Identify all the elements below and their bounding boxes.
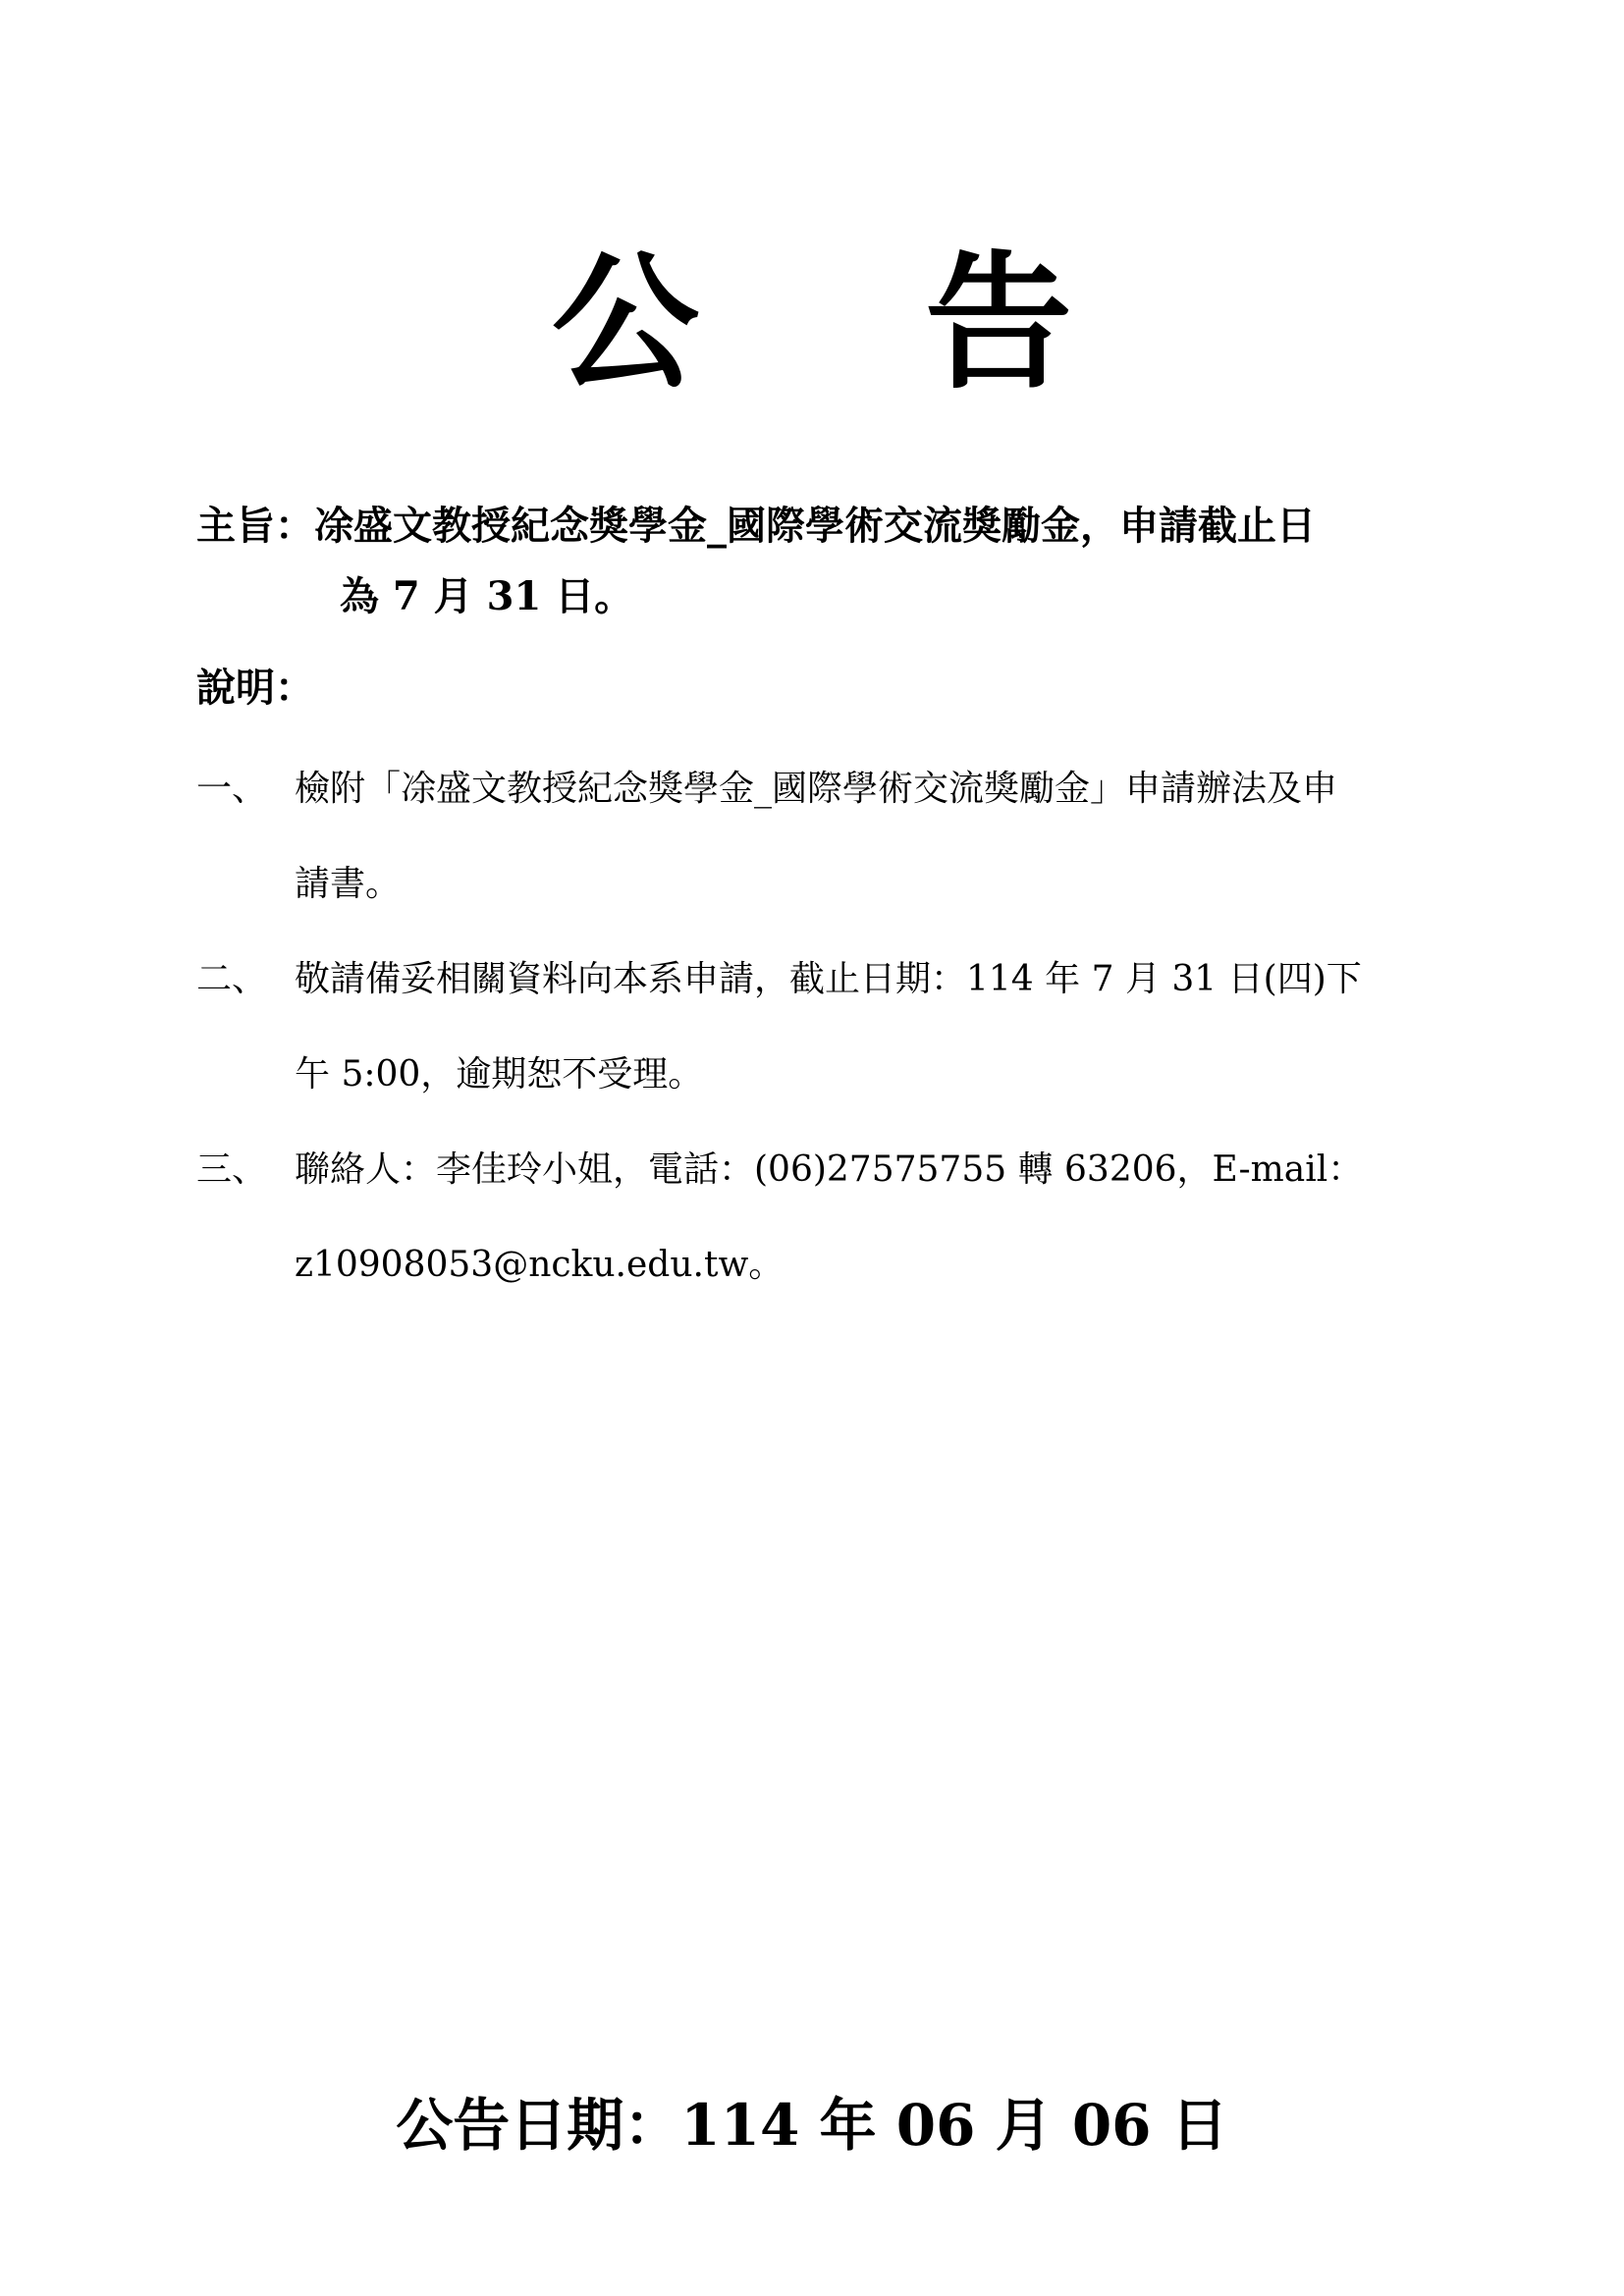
- item-line-1: 敬請備妥相關資料向本系申請，截止日期：114 年 7 月 31 日(四)下: [295, 959, 1362, 999]
- subject: [196, 491, 1473, 632]
- explain-item-2: [196, 932, 1473, 1122]
- explain-label: 說明：: [196, 665, 314, 711]
- title-char-2: 告: [925, 239, 1073, 409]
- title-char-1: 公: [551, 239, 699, 409]
- item-number: 一、: [196, 769, 268, 809]
- announcement-date: 公告日期：114 年 06 月 06 日: [396, 2092, 1228, 2159]
- explain-item-3: [196, 1122, 1473, 1312]
- item-line-2: 請書。: [295, 864, 402, 904]
- item-line-1: 聯絡人：李佳玲小姐，電話：(06)27575755 轉 63206，E-mail：: [295, 1149, 1364, 1190]
- item-line-1: 檢附「凃盛文教授紀念獎學金_國際學術交流獎勵金」申請辦法及申: [295, 769, 1338, 809]
- item-number: 二、: [196, 959, 268, 999]
- explain-item-1: [196, 741, 1473, 932]
- item-line-2: 午 5:00，逾期恕不受理。: [295, 1054, 704, 1095]
- page-title: [0, 236, 1624, 412]
- explain-items: [196, 741, 1473, 1312]
- subject-line-2: 為 7 月 31 日。: [340, 573, 634, 619]
- subject-line-1: 主旨：凃盛文教授紀念獎學金_國際學術交流獎勵金，申請截止日: [196, 503, 1316, 549]
- item-number: 三、: [196, 1149, 268, 1190]
- item-line-2: z10908053@ncku.edu.tw。: [295, 1245, 785, 1285]
